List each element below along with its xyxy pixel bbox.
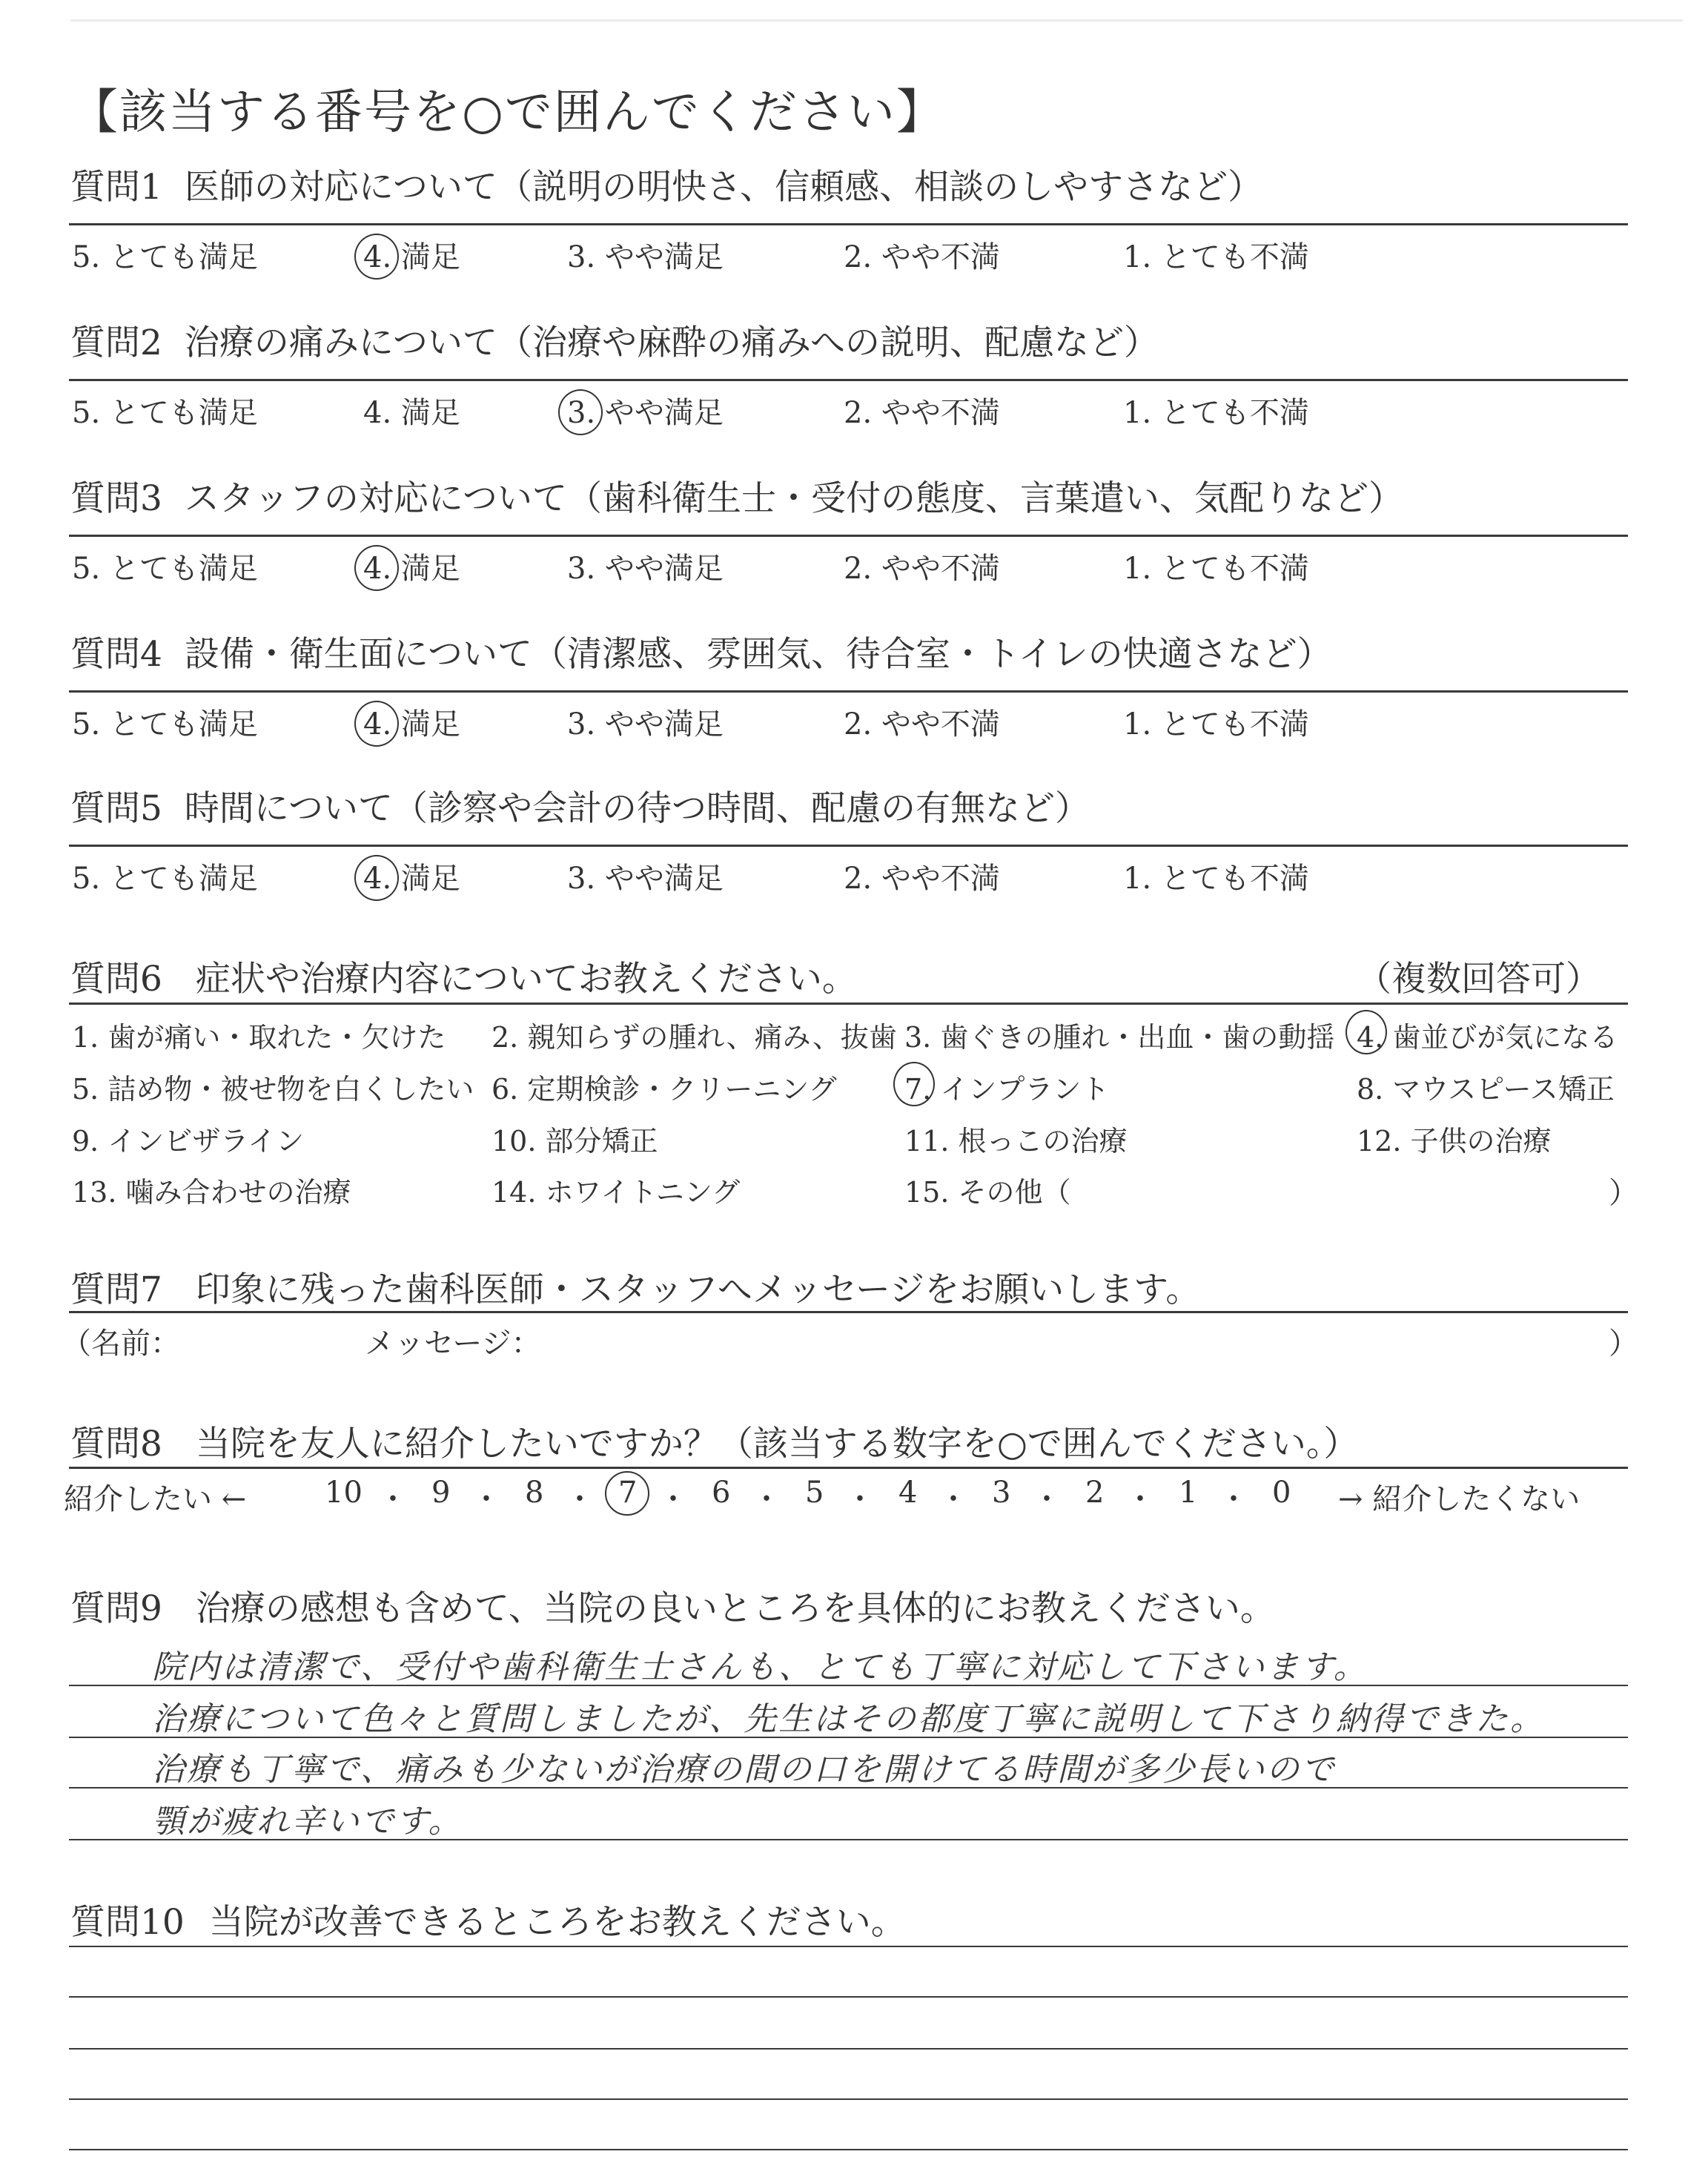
q10-text: 当院が改善できるところをお教えください。 [208,1902,906,1943]
q3-option[interactable]: 4. 満足 [363,552,460,586]
q6-label: 質問6 [70,959,162,1000]
q3-text: スタッフの対応について（歯科衛生士・受付の態度、言葉遣い、気配りなど） [184,478,1403,519]
q8-scale-dot: ・ [565,1482,595,1516]
q8-scale-dot: ・ [845,1482,875,1516]
q9-text: 治療の感想も含めて、当院の良いところを具体的にお教えください。 [195,1588,1275,1629]
q3-option[interactable]: 2. やや不満 [844,552,1000,586]
q4-option[interactable]: 2. やや不満 [844,707,1000,742]
q2-selection-circle [558,389,603,435]
q3-rule [69,535,1628,537]
q5-option[interactable]: 2. やや不満 [844,862,1000,896]
q6-note: （複数回答可） [1357,959,1601,1000]
q3-heading [70,471,1403,521]
q6-option[interactable]: 10. 部分矯正 [491,1125,658,1157]
q9-heading [70,1581,1275,1631]
q6-option[interactable]: 3. 歯ぐきの腫れ・出血・歯の動揺 [904,1021,1335,1054]
q6-option[interactable]: 8. マウスピース矯正 [1357,1073,1615,1106]
q9-handwritten-line: 治療について色々と質問しましたが、先生はその都度丁寧に説明して下さり納得できた。 [152,1700,1546,1738]
q8-scale-number[interactable]: 9 [431,1476,451,1510]
q8-scale-number[interactable]: 4 [898,1476,918,1510]
q7-rule [69,1311,1628,1313]
q1-selection-circle [354,234,399,280]
q8-right-label: → 紹介したくない [1338,1482,1580,1516]
q6-selection-circle [1345,1010,1387,1054]
q8-scale-number[interactable]: 5 [805,1476,824,1510]
q2-option[interactable]: 3. やや満足 [567,396,724,430]
q7-heading [70,1262,1200,1312]
q10-answer-rule[interactable] [69,2098,1628,2100]
q6-option[interactable]: 6. 定期検診・クリーニング [491,1073,837,1106]
q6-option[interactable]: 15. その他（ [904,1176,1071,1209]
q5-option[interactable]: 1. とても不満 [1123,862,1309,896]
q10-answer-rule[interactable] [69,1996,1628,1998]
q9-label: 質問9 [70,1588,162,1629]
q6-heading [70,951,857,1001]
q8-scale-number[interactable]: 3 [992,1476,1011,1510]
q2-rule [69,379,1628,381]
q7-label: 質問7 [70,1269,162,1310]
q8-scale-dot: ・ [1125,1482,1155,1516]
q8-scale-dot: ・ [752,1482,781,1516]
q6-option[interactable]: 13. 噛み合わせの治療 [72,1176,351,1209]
q8-scale-number[interactable]: 1 [1179,1476,1198,1510]
q7-message-label: メッセージ： [365,1327,541,1361]
q5-option[interactable]: 3. やや満足 [567,862,724,896]
q4-rule [69,690,1628,693]
q6-option[interactable]: 7. インプラント [904,1073,1110,1106]
q6-option[interactable]: 4. 歯並びが気になる [1357,1021,1618,1054]
q1-option[interactable]: 2. やや不満 [844,240,1000,274]
q4-option[interactable]: 4. 満足 [363,707,460,742]
q4-label: 質問4 [70,634,162,675]
q8-text: 当院を友人に紹介したいですか？（該当する数字を○で囲んでください。） [195,1424,1359,1464]
q8-scale-number[interactable]: 8 [525,1476,544,1510]
q5-option[interactable]: 5. とても満足 [72,862,258,896]
q6-selection-circle [893,1062,935,1106]
q8-scale-number[interactable]: 10 [325,1476,363,1510]
q6-option[interactable]: 12. 子供の治療 [1357,1125,1552,1157]
q8-selection-circle [605,1471,649,1516]
q6-option[interactable]: 11. 根っこの治療 [904,1125,1128,1157]
q1-option[interactable]: 4. 満足 [363,240,460,274]
q1-text: 医師の対応について（説明の明快さ、信頼感、相談のしやすさなど） [184,167,1263,208]
q5-option[interactable]: 4. 満足 [363,862,460,896]
q8-scale-dot: ・ [1032,1482,1062,1516]
q4-option[interactable]: 1. とても不満 [1123,707,1309,742]
q6-rule [69,1003,1628,1005]
q6-option[interactable]: 9. インビザライン [72,1125,305,1157]
q2-label: 質問2 [70,323,162,363]
q10-answer-rule[interactable] [69,2048,1628,2050]
q3-option[interactable]: 5. とても満足 [72,552,258,586]
q10-heading [70,1895,906,1944]
q7-name-label: （名前： [62,1327,180,1361]
q3-selection-circle [354,545,399,591]
q8-scale-number[interactable]: 7 [618,1476,638,1510]
q6-option[interactable]: 14. ホワイトニング [491,1176,741,1209]
q1-option[interactable]: 5. とても満足 [72,240,258,274]
q4-heading [70,627,1332,676]
q8-left-label: 紹介したい ← [64,1482,247,1516]
top-border [70,19,1683,22]
q10-label: 質問10 [70,1902,185,1943]
q8-scale-number[interactable]: 2 [1085,1476,1105,1510]
q8-scale-dot: ・ [378,1482,408,1516]
q9-handwritten-line: 院内は清潔で、受付や歯科衛生士さんも、とても丁寧に対応して下さいます。 [152,1648,1368,1686]
q4-selection-circle [354,701,399,747]
q5-text: 時間について（診察や会計の待つ時間、配慮の有無など） [184,788,1090,829]
q2-heading [70,315,1159,365]
q3-label: 質問3 [70,478,162,519]
q4-option[interactable]: 3. やや満足 [567,707,724,742]
q5-selection-circle [354,855,399,901]
q2-text: 治療の痛みについて（治療や麻酔の痛みへの説明、配慮など） [184,323,1159,363]
q7-text: 印象に残った歯科医師・スタッフへメッセージをお願いします。 [195,1269,1201,1310]
q1-option[interactable]: 1. とても不満 [1123,240,1309,274]
q5-rule [69,845,1628,847]
q8-scale-dot: ・ [1219,1482,1248,1516]
q1-label: 質問1 [70,167,162,208]
q1-option[interactable]: 3. やや満足 [567,240,724,274]
q2-option[interactable]: 4. 満足 [363,396,460,430]
q4-text: 設備・衛生面について（清潔感、雰囲気、待合室・トイレの快適さなど） [184,634,1332,675]
q6-other-close: ） [1609,1176,1638,1210]
q5-label: 質問5 [70,788,162,829]
q8-scale-dot: ・ [471,1482,501,1516]
q6-option[interactable]: 2. 親知らずの腫れ、痛み、抜歯 [491,1021,897,1054]
q1-rule [69,223,1628,225]
q1-heading [70,159,1262,209]
q8-scale-number[interactable]: 6 [712,1476,731,1510]
q8-scale-dot: ・ [939,1482,968,1516]
q3-option[interactable]: 1. とても不満 [1123,552,1309,586]
q8-scale-number[interactable]: 0 [1272,1476,1291,1510]
q7-close: ） [1609,1327,1638,1361]
instruction-heading: 【該当する番号を○で囲んでください】 [70,85,945,140]
q3-option[interactable]: 3. やや満足 [567,552,724,586]
q10-answer-rule[interactable] [69,1946,1628,1947]
q8-heading [70,1416,1358,1466]
q6-option[interactable]: 5. 詰め物・被せ物を白くしたい [72,1073,474,1106]
q8-scale-dot: ・ [658,1482,688,1516]
q2-option[interactable]: 2. やや不満 [844,396,1000,430]
q5-heading [70,781,1090,830]
q6-option[interactable]: 1. 歯が痛い・取れた・欠けた [72,1021,446,1054]
q8-rule [69,1467,1628,1469]
q8-label: 質問8 [70,1424,162,1464]
q10-answer-rule[interactable] [69,2149,1628,2150]
q6-text: 症状や治療内容についてお教えください。 [195,959,857,1000]
q2-option[interactable]: 1. とても不満 [1123,396,1309,430]
q4-option[interactable]: 5. とても満足 [72,707,258,742]
q9-handwritten-line: 顎が疲れ辛いです。 [152,1803,463,1840]
q9-handwritten-line: 治療も丁寧で、痛みも少ないが治療の間の口を開けてる時間が多少長いので [152,1751,1337,1789]
q2-option[interactable]: 5. とても満足 [72,396,258,430]
